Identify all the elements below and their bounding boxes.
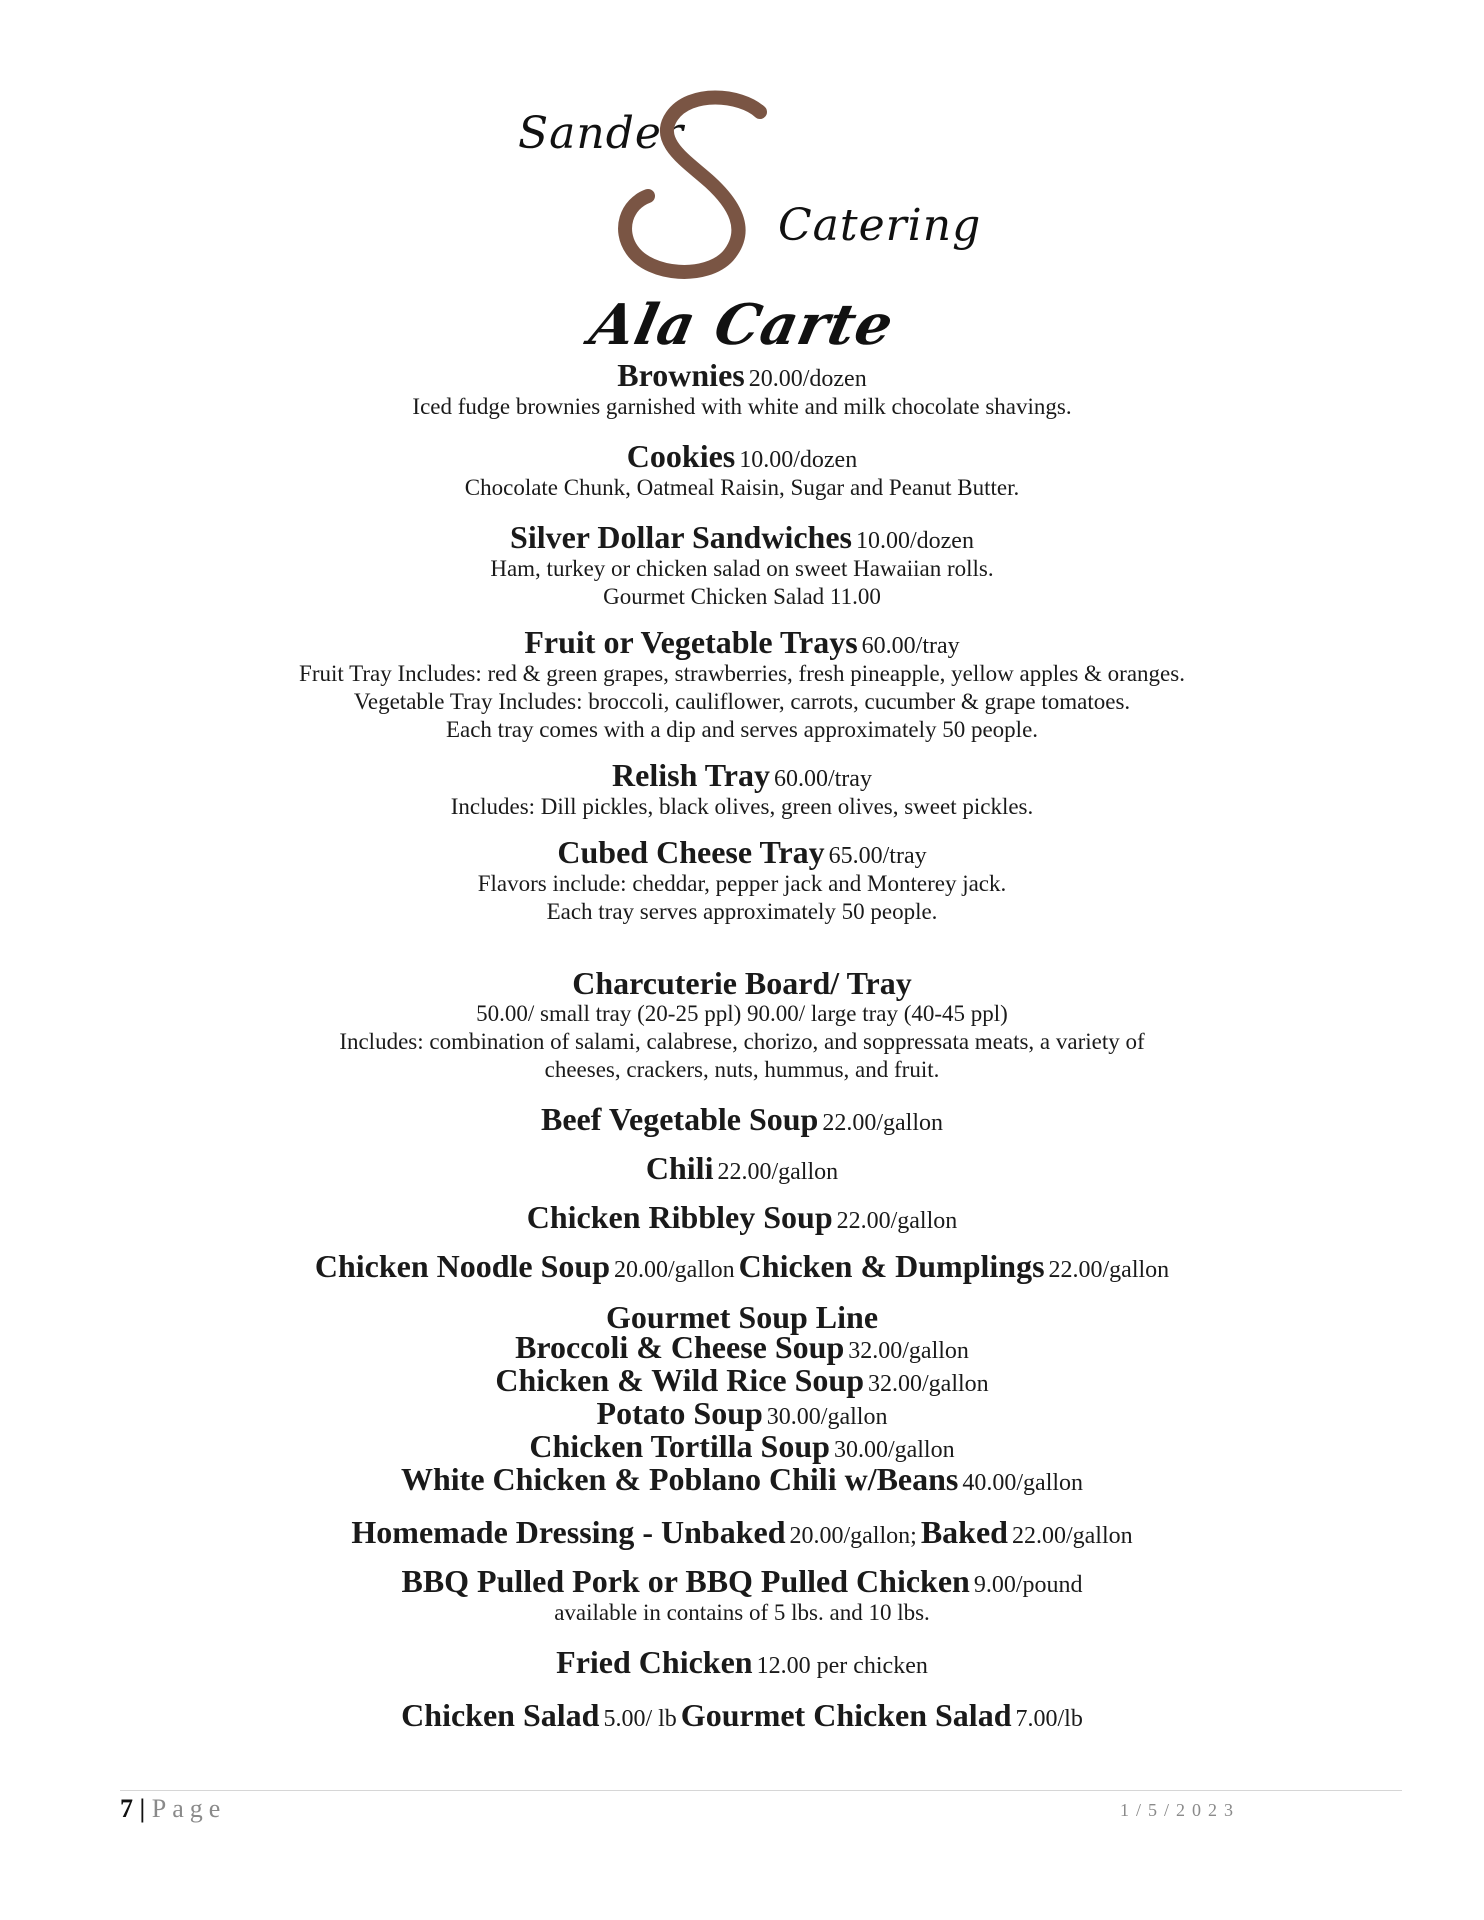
item-name: Cubed Cheese Tray — [557, 834, 825, 870]
menu-item-ribbley — [0, 1200, 1484, 1235]
item-name: Brownies — [617, 357, 745, 393]
item-price: 60.00/tray — [773, 766, 872, 792]
item-name: Fruit or Vegetable Trays — [524, 624, 858, 660]
item-name: Chicken & Dumplings — [738, 1248, 1045, 1284]
menu-list — [0, 358, 1484, 1733]
menu-item-bbq — [0, 1564, 1484, 1627]
item-name: BBQ Pulled Pork or BBQ Pulled Chicken — [401, 1563, 970, 1599]
item-price: 22.00/gallon — [1011, 1523, 1133, 1549]
item-desc: Vegetable Tray Includes: broccoli, cauliflower, carrots, cucumber & grape tomatoes. — [353, 689, 1131, 714]
item-name: Chicken Ribbley Soup — [526, 1199, 833, 1235]
item-desc: Includes: Dill pickles, black olives, green olives, sweet pickles. — [450, 794, 1034, 819]
item-price: 20.00/gallon — [614, 1257, 735, 1283]
menu-item-fruit-vegetable — [0, 625, 1484, 744]
item-price: 10.00/dozen — [855, 528, 974, 554]
item-name: Gourmet Chicken Salad — [680, 1697, 1012, 1733]
item-price: 30.00/gallon — [766, 1404, 888, 1430]
item-desc: Fruit Tray Includes: red & green grapes, strawberries, fresh pineapple, yellow apples & oranges. — [299, 661, 1185, 686]
menu-item-dressing — [0, 1515, 1484, 1550]
item-price: 20.00/gallon; — [789, 1523, 917, 1549]
page-number-value: 7 — [120, 1794, 133, 1823]
gourmet-soup-item — [0, 1362, 1484, 1398]
item-desc: Includes: combination of salami, calabrese, chorizo, and soppressata meats, a variety of — [339, 1029, 1145, 1054]
logo-word-catering: Catering — [778, 200, 982, 251]
menu-item-chili — [0, 1151, 1484, 1186]
item-name: Fried Chicken — [556, 1644, 753, 1680]
footer-date: 1/5/2023 — [1120, 1800, 1241, 1820]
item-price: 12.00 per chicken — [756, 1653, 928, 1679]
item-name: Cookies — [626, 438, 736, 474]
menu-item-silver-dollar — [0, 520, 1484, 611]
item-desc: Each tray serves approximately 50 people. — [546, 899, 938, 924]
menu-item-beef-vegetable — [0, 1102, 1484, 1137]
item-name: Broccoli & Cheese Soup — [515, 1329, 845, 1365]
item-price: 20.00/dozen — [748, 366, 867, 392]
item-price: 22.00/gallon — [822, 1110, 943, 1136]
item-price: 40.00/gallon — [962, 1470, 1084, 1496]
menu-item-charcuterie — [0, 966, 1484, 1084]
menu-item-cookies — [0, 439, 1484, 502]
item-price: 22.00/gallon — [1048, 1257, 1170, 1283]
menu-item-noodle-dumplings — [0, 1249, 1484, 1284]
menu-item-relish — [0, 758, 1484, 821]
item-name: Chicken Tortilla Soup — [529, 1428, 830, 1464]
menu-item-brownies — [0, 358, 1484, 421]
item-name: White Chicken & Poblano Chili w/Beans — [400, 1461, 959, 1497]
gourmet-soup-item — [0, 1395, 1484, 1431]
logo — [500, 90, 1020, 290]
item-desc: available in contains of 5 lbs. and 10 lbs. — [554, 1600, 930, 1625]
item-price: 32.00/gallon — [848, 1338, 969, 1364]
monogram-s-icon — [610, 90, 790, 280]
item-name: Charcuterie Board/ Tray — [572, 965, 912, 1001]
item-name: Silver Dollar Sandwiches — [510, 519, 852, 555]
menu-item-chicken-salad — [0, 1698, 1484, 1733]
page-label: Page — [151, 1794, 227, 1823]
item-desc: Iced fudge brownies garnished with white and milk chocolate shavings. — [412, 394, 1072, 419]
item-name: Chili — [645, 1150, 714, 1186]
item-price: 5.00/ lb — [603, 1706, 677, 1732]
gourmet-soup-item — [0, 1329, 1484, 1365]
item-price: 7.00/lb — [1015, 1706, 1083, 1732]
item-price: 30.00/gallon — [833, 1437, 955, 1463]
gourmet-soup-line — [0, 1299, 1484, 1497]
page-title: Ala Carte — [584, 292, 900, 358]
section-heading: Gourmet Soup Line — [605, 1299, 879, 1335]
item-desc: Flavors include: cheddar, pepper jack and Monterey jack. — [477, 871, 1007, 896]
menu-item-fried-chicken — [0, 1645, 1484, 1680]
item-desc: 50.00/ small tray (20-25 ppl) 90.00/ large tray (40-45 ppl) — [476, 1001, 1008, 1026]
gourmet-soup-item — [0, 1461, 1484, 1497]
item-price: 10.00/dozen — [739, 447, 858, 473]
item-desc: Each tray comes with a dip and serves approximately 50 people. — [445, 717, 1039, 742]
item-desc: Chocolate Chunk, Oatmeal Raisin, Sugar and Peanut Butter. — [464, 475, 1020, 500]
item-price: 60.00/tray — [861, 633, 960, 659]
item-name: Relish Tray — [612, 757, 770, 793]
item-name: Potato Soup — [596, 1395, 763, 1431]
item-price: 22.00/gallon — [836, 1208, 958, 1234]
item-desc: Ham, turkey or chicken salad on sweet Hawaiian rolls. — [490, 556, 994, 581]
menu-item-cheese — [0, 835, 1484, 926]
page-number — [120, 1794, 226, 1824]
item-price: 9.00/pound — [973, 1572, 1083, 1598]
item-desc: cheeses, crackers, nuts, hummus, and fruit. — [544, 1057, 940, 1082]
item-name: Homemade Dressing - Unbaked — [351, 1514, 786, 1550]
item-name: Chicken & Wild Rice Soup — [495, 1362, 864, 1398]
gourmet-soup-item — [0, 1428, 1484, 1464]
item-name: Beef Vegetable Soup — [541, 1101, 819, 1137]
page-number-separator: | — [139, 1794, 146, 1823]
logo-word-sander: Sander — [518, 108, 684, 159]
footer-divider — [120, 1790, 1402, 1791]
item-price: 65.00/tray — [828, 843, 927, 869]
item-name: Baked — [920, 1514, 1008, 1550]
item-price: 32.00/gallon — [868, 1371, 989, 1397]
item-name: Chicken Salad — [401, 1697, 600, 1733]
item-price: 22.00/gallon — [717, 1159, 839, 1185]
item-desc: Gourmet Chicken Salad 11.00 — [603, 584, 881, 609]
item-name: Chicken Noodle Soup — [314, 1248, 611, 1284]
